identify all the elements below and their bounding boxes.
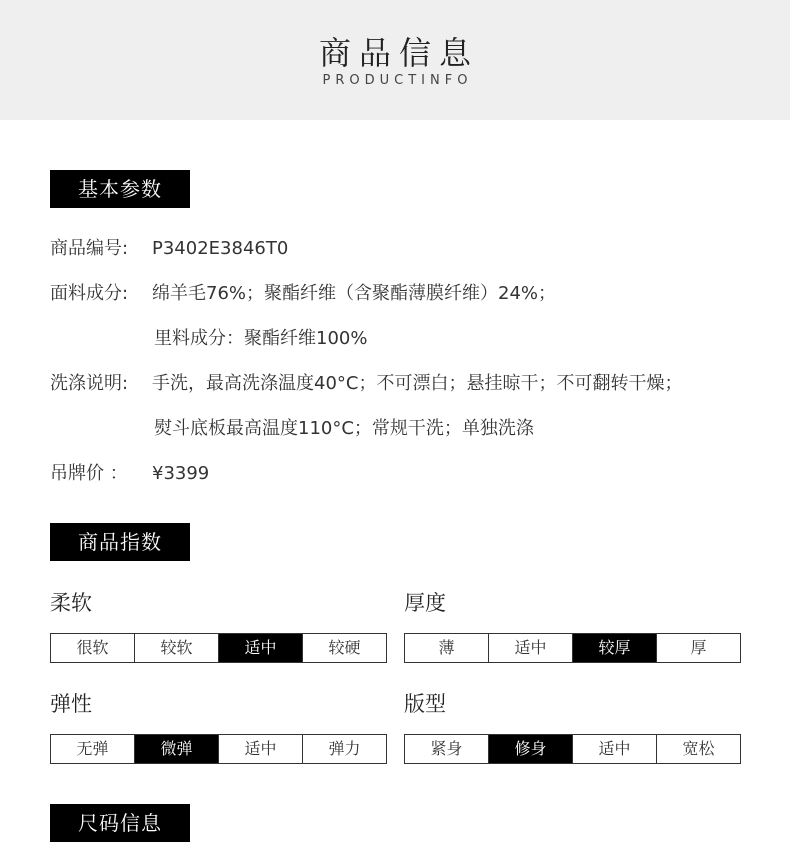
wash-row <box>50 370 682 398</box>
price-value: ¥3399 <box>152 463 210 484</box>
thickness-option: 适中 <box>489 634 573 662</box>
thickness-option: 厚 <box>690 638 707 657</box>
product-code-value: P3402E3846T0 <box>152 238 289 259</box>
softness-scale <box>50 633 387 663</box>
size-info-label: 尺码信息 <box>50 804 190 842</box>
fit-option: 修身 <box>489 735 573 763</box>
fit-option: 适中 <box>573 735 657 763</box>
fabric-value: 绵羊毛76%；聚酯纤维（含聚酯薄膜纤维）24%； <box>152 283 557 304</box>
fabric-key: 面料成分: <box>50 283 129 304</box>
elasticity-option: 无弹 <box>51 735 135 763</box>
price-key: 吊牌价 ： <box>50 463 128 484</box>
thickness-scale <box>404 633 741 663</box>
fit-title: 版型 <box>404 692 446 716</box>
softness-option: 较软 <box>135 634 219 662</box>
fit-option: 宽松 <box>682 739 715 758</box>
fit-scale <box>404 734 741 764</box>
fit-option: 紧身 <box>405 735 489 763</box>
product-code-row <box>50 235 288 263</box>
basic-params-label: 基本参数 <box>50 170 190 208</box>
thickness-option: 较厚 <box>573 634 657 662</box>
wash-value-line-2: 熨斗底板最高温度110°C；常规干洗；单独洗涤 <box>154 418 534 439</box>
wash-value-line-1: 手洗，最高洗涤温度40°C；不可漂白；悬挂晾干；不可翻转干燥； <box>152 373 683 394</box>
elasticity-scale <box>50 734 387 764</box>
product-info-header <box>0 0 790 120</box>
softness-option: 较硬 <box>328 638 361 657</box>
wash-key: 洗涤说明: <box>50 373 129 394</box>
price-row <box>50 460 209 488</box>
header-title: 商品信息 <box>318 34 479 72</box>
thickness-option: 薄 <box>405 634 489 662</box>
softness-option: 很软 <box>51 634 135 662</box>
thickness-title: 厚度 <box>404 591 446 615</box>
lining-value: 里料成分：聚酯纤维100% <box>154 328 368 349</box>
elasticity-option: 弹力 <box>328 739 361 758</box>
softness-title: 柔软 <box>50 591 92 615</box>
elasticity-title: 弹性 <box>50 692 92 716</box>
softness-option: 适中 <box>219 634 303 662</box>
header-subtitle: PRODUCTINFO <box>322 73 473 88</box>
product-index-label: 商品指数 <box>50 523 190 561</box>
fabric-row <box>50 280 556 308</box>
product-code-key: 商品编号: <box>50 238 129 259</box>
elasticity-option: 微弹 <box>135 735 219 763</box>
elasticity-option: 适中 <box>219 735 303 763</box>
